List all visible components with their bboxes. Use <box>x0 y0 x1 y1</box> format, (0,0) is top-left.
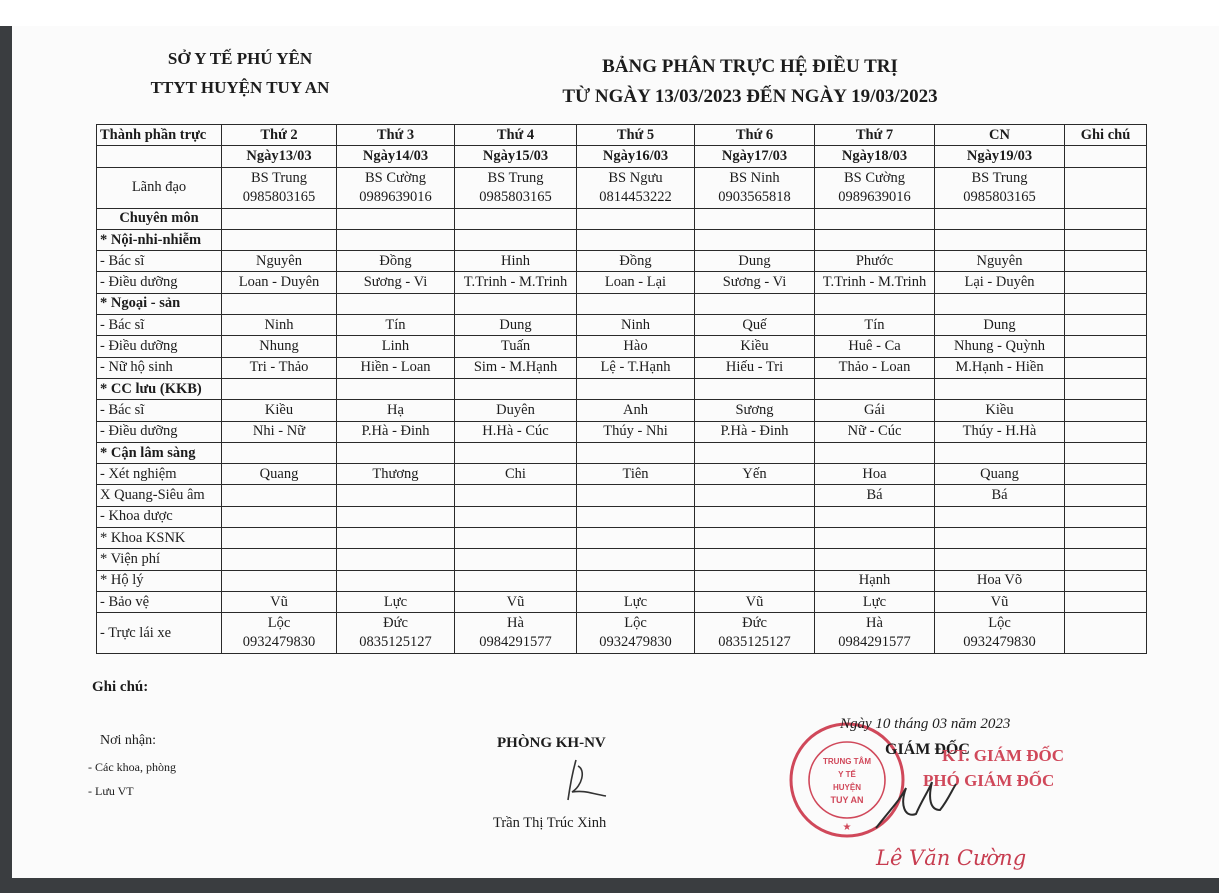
schedule-cell <box>337 208 455 229</box>
row-label: - Trực lái xe <box>97 613 222 654</box>
schedule-cell: Bá <box>815 485 935 506</box>
schedule-cell: Loan - Duyên <box>222 272 337 293</box>
schedule-cell: Vũ <box>935 591 1065 612</box>
schedule-cell <box>337 506 455 527</box>
driver-cell <box>695 613 815 654</box>
schedule-cell: Chi <box>455 464 577 485</box>
header-row-dates <box>97 146 1147 167</box>
driver-cell <box>337 613 455 654</box>
leader-phone: 0989639016 <box>359 188 432 205</box>
schedule-cell <box>935 208 1065 229</box>
driver-cell <box>222 613 337 654</box>
schedule-cell <box>222 528 337 549</box>
schedule-cell: H.Hà - Cúc <box>455 421 577 442</box>
row-label: Lãnh đạo <box>97 167 222 208</box>
schedule-cell: Tri - Thảo <box>222 357 337 378</box>
schedule-cell <box>337 528 455 549</box>
schedule-cell: Ninh <box>222 315 337 336</box>
note-cell <box>1065 591 1147 612</box>
schedule-cell <box>577 549 695 570</box>
row-label: - Điều dưỡng <box>97 272 222 293</box>
schedule-cell: Lực <box>815 591 935 612</box>
note-cell <box>1065 167 1147 208</box>
note-cell <box>1065 293 1147 314</box>
day-date-header: Ngày14/03 <box>337 146 455 167</box>
khnv-department-title: PHÒNG KH-NV <box>497 735 606 751</box>
leader-cell <box>815 167 935 208</box>
agency-line-2: TTYT HUYỆN TUY AN <box>150 78 330 97</box>
schedule-cell: Thương <box>337 464 455 485</box>
table-row <box>97 506 1147 527</box>
driver-phone: 0932479830 <box>599 634 672 651</box>
row-label: * Hộ lý <box>97 570 222 591</box>
row-label: * Ngoại - sản <box>97 293 222 314</box>
signing-date: Ngày 10 tháng 03 năm 2023 <box>840 716 1011 732</box>
schedule-cell <box>222 549 337 570</box>
schedule-cell: Quế <box>695 315 815 336</box>
schedule-cell: Lực <box>337 591 455 612</box>
schedule-cell <box>455 378 577 399</box>
schedule-cell <box>815 528 935 549</box>
day-date-header: Ngày13/03 <box>222 146 337 167</box>
note-cell <box>1065 570 1147 591</box>
schedule-cell <box>455 506 577 527</box>
schedule-cell: Kiều <box>222 400 337 421</box>
leader-cell <box>222 167 337 208</box>
table-row <box>97 485 1147 506</box>
agency-line-1: SỞ Y TẾ PHÚ YÊN <box>167 49 313 68</box>
row-label: - Khoa dược <box>97 506 222 527</box>
day-name-header: Thứ 3 <box>337 125 455 146</box>
driver-name: Lộc <box>988 615 1011 632</box>
top-margin <box>0 0 1219 26</box>
driver-name: Hà <box>507 615 524 632</box>
day-date-header: Ngày19/03 <box>935 146 1065 167</box>
schedule-cell: Gái <box>815 400 935 421</box>
schedule-cell: Phước <box>815 251 935 272</box>
schedule-cell <box>577 208 695 229</box>
schedule-cell <box>695 208 815 229</box>
schedule-cell <box>455 208 577 229</box>
schedule-cell <box>222 506 337 527</box>
note-cell <box>1065 251 1147 272</box>
schedule-cell: Dung <box>455 315 577 336</box>
schedule-cell <box>577 293 695 314</box>
director-signature <box>870 770 960 845</box>
schedule-cell <box>337 378 455 399</box>
schedule-cell: Nhung - Quỳnh <box>935 336 1065 357</box>
schedule-cell <box>695 378 815 399</box>
schedule-cell <box>222 293 337 314</box>
schedule-cell: M.Hạnh - Hiền <box>935 357 1065 378</box>
bottom-dark-border <box>0 878 1219 893</box>
duty-schedule-table <box>96 124 1147 654</box>
leader-name: BS Trung <box>487 169 544 186</box>
schedule-cell <box>935 506 1065 527</box>
schedule-cell: Kiều <box>695 336 815 357</box>
driver-phone: 0932479830 <box>242 634 316 651</box>
driver-phone: 0835125127 <box>718 634 791 651</box>
leader-name: BS Ninh <box>729 169 780 186</box>
schedule-cell: T.Trinh - M.Trinh <box>815 272 935 293</box>
blank-label-cell <box>97 146 222 167</box>
schedule-cell <box>935 378 1065 399</box>
recipients-title: Nơi nhận: <box>100 733 157 748</box>
day-name-header: Thứ 6 <box>695 125 815 146</box>
schedule-cell: Quang <box>935 464 1065 485</box>
row-label: * Viện phí <box>97 549 222 570</box>
note-cell <box>1065 378 1147 399</box>
schedule-cell <box>455 570 577 591</box>
schedule-cell: Tín <box>337 315 455 336</box>
table-row <box>97 378 1147 399</box>
driver-name: Lộc <box>624 615 647 632</box>
schedule-cell <box>455 229 577 250</box>
schedule-cell <box>577 229 695 250</box>
schedule-cell: Hiền - Loan <box>337 357 455 378</box>
leader-phone: 0814453222 <box>599 188 672 205</box>
driver-phone: 0835125127 <box>359 634 432 651</box>
table-row <box>97 442 1147 463</box>
schedule-cell: Huê - Ca <box>815 336 935 357</box>
schedule-cell: Dung <box>935 315 1065 336</box>
note-cell <box>1065 506 1147 527</box>
driver-phone: 0984291577 <box>479 634 552 651</box>
schedule-cell <box>935 229 1065 250</box>
row-label: - Điều dưỡng <box>97 336 222 357</box>
leader-phone: 0989639016 <box>838 188 911 205</box>
day-date-header: Ngày15/03 <box>455 146 577 167</box>
table-row <box>97 421 1147 442</box>
note-cell <box>1065 272 1147 293</box>
director-name: Lê Văn Cường <box>876 846 1027 870</box>
schedule-cell: Linh <box>337 336 455 357</box>
schedule-cell: Ninh <box>577 315 695 336</box>
stamp-line: TUY AN <box>830 795 864 805</box>
schedule-cell: Hào <box>577 336 695 357</box>
table-row <box>97 613 1147 654</box>
row-label: X Quang-Siêu âm <box>97 485 222 506</box>
header-row-days <box>97 125 1147 146</box>
row-label: - Bác sĩ <box>97 251 222 272</box>
document-title <box>470 52 1030 112</box>
day-date-header: Ngày18/03 <box>815 146 935 167</box>
schedule-cell: Bá <box>935 485 1065 506</box>
table-row <box>97 229 1147 250</box>
schedule-cell <box>337 442 455 463</box>
schedule-cell <box>455 485 577 506</box>
schedule-cell <box>695 549 815 570</box>
schedule-cell <box>935 442 1065 463</box>
schedule-cell: Thúy - Nhi <box>577 421 695 442</box>
note-cell <box>1065 442 1147 463</box>
schedule-cell: Lực <box>577 591 695 612</box>
note-cell <box>1065 400 1147 421</box>
kt-director-line: KT. GIÁM ĐỐC <box>942 746 1064 765</box>
title-line-2: TỪ NGÀY 13/03/2023 ĐẾN NGÀY 19/03/2023 <box>562 86 938 107</box>
table-row <box>97 357 1147 378</box>
schedule-cell <box>815 229 935 250</box>
schedule-cell: Sương - Vi <box>695 272 815 293</box>
schedule-cell <box>222 485 337 506</box>
schedule-cell: Hoa Võ <box>935 570 1065 591</box>
schedule-cell <box>815 378 935 399</box>
schedule-cell <box>455 528 577 549</box>
schedule-cell <box>815 506 935 527</box>
schedule-cell: Nhi - Nữ <box>222 421 337 442</box>
schedule-cell: Sim - M.Hạnh <box>455 357 577 378</box>
schedule-cell: Vũ <box>222 591 337 612</box>
schedule-cell <box>695 229 815 250</box>
schedule-cell <box>695 506 815 527</box>
schedule-cell: Hinh <box>455 251 577 272</box>
table-row <box>97 167 1147 208</box>
schedule-cell <box>455 442 577 463</box>
schedule-cell: P.Hà - Đinh <box>695 421 815 442</box>
table-row <box>97 570 1147 591</box>
schedule-cell <box>337 293 455 314</box>
schedule-cell: Đồng <box>577 251 695 272</box>
schedule-cell <box>577 485 695 506</box>
note-cell <box>1065 357 1147 378</box>
schedule-cell: Tín <box>815 315 935 336</box>
schedule-cell: Hạnh <box>815 570 935 591</box>
schedule-cell: Anh <box>577 400 695 421</box>
schedule-cell <box>695 528 815 549</box>
schedule-cell: Nguyên <box>222 251 337 272</box>
schedule-cell <box>337 485 455 506</box>
note-cell <box>1065 464 1147 485</box>
note-cell <box>1065 549 1147 570</box>
note-cell <box>1065 315 1147 336</box>
leader-name: BS Ngưu <box>608 169 663 186</box>
schedule-cell: Loan - Lại <box>577 272 695 293</box>
schedule-cell <box>337 570 455 591</box>
schedule-cell <box>577 442 695 463</box>
table-row <box>97 336 1147 357</box>
leader-phone: 0903565818 <box>718 188 791 205</box>
leader-name: BS Cường <box>364 169 427 186</box>
schedule-cell: Dung <box>695 251 815 272</box>
schedule-cell: Thảo - Loan <box>815 357 935 378</box>
schedule-cell: Sương - Vi <box>337 272 455 293</box>
schedule-cell: Tuấn <box>455 336 577 357</box>
leader-cell <box>455 167 577 208</box>
schedule-cell <box>577 528 695 549</box>
day-name-header: Thứ 4 <box>455 125 577 146</box>
schedule-cell: Vũ <box>455 591 577 612</box>
schedule-cell <box>815 293 935 314</box>
note-cell <box>1065 528 1147 549</box>
driver-name: Đức <box>383 615 408 632</box>
row-label: * CC lưu (KKB) <box>97 378 222 399</box>
table-row <box>97 208 1147 229</box>
schedule-cell <box>577 378 695 399</box>
schedule-cell <box>695 570 815 591</box>
table-row <box>97 400 1147 421</box>
schedule-cell: Duyên <box>455 400 577 421</box>
row-label: - Nữ hộ sinh <box>97 357 222 378</box>
note-cell <box>1065 208 1147 229</box>
driver-cell <box>455 613 577 654</box>
table-row <box>97 591 1147 612</box>
driver-phone: 0984291577 <box>838 634 911 651</box>
schedule-cell: Lệ - T.Hạnh <box>577 357 695 378</box>
row-label: - Điều dưỡng <box>97 421 222 442</box>
khnv-signature <box>562 756 612 811</box>
table-row <box>97 251 1147 272</box>
stamp-line: HUYỆN <box>832 783 862 792</box>
row-label: Chuyên môn <box>97 208 222 229</box>
row-label: * Khoa KSNK <box>97 528 222 549</box>
recipient-item: - Các khoa, phòng <box>88 760 176 774</box>
schedule-cell: Hiếu - Tri <box>695 357 815 378</box>
schedule-cell <box>935 528 1065 549</box>
row-label: - Bác sĩ <box>97 315 222 336</box>
leader-name: BS Trung <box>250 169 308 186</box>
leader-phone: 0985803165 <box>242 188 316 205</box>
row-label: - Bảo vệ <box>97 591 222 612</box>
driver-phone: 0932479830 <box>963 634 1036 651</box>
day-name-header: CN <box>935 125 1065 146</box>
corner-label: Thành phần trực <box>97 125 222 146</box>
note-cell <box>1065 485 1147 506</box>
leader-cell <box>695 167 815 208</box>
leader-phone: 0985803165 <box>963 188 1036 205</box>
note-cell <box>1065 146 1147 167</box>
schedule-cell <box>455 549 577 570</box>
row-label: * Cận lâm sàng <box>97 442 222 463</box>
table-row <box>97 464 1147 485</box>
row-label: * Nội-nhi-nhiễm <box>97 229 222 250</box>
schedule-cell: Nhung <box>222 336 337 357</box>
day-name-header: Thứ 7 <box>815 125 935 146</box>
schedule-cell <box>222 442 337 463</box>
stamp-line: TRUNG TÂM <box>823 757 871 766</box>
driver-name: Hà <box>866 615 883 632</box>
schedule-cell: T.Trinh - M.Trinh <box>455 272 577 293</box>
leader-cell <box>935 167 1065 208</box>
schedule-cell <box>337 549 455 570</box>
driver-cell <box>577 613 695 654</box>
schedule-cell <box>695 485 815 506</box>
schedule-cell: P.Hà - Đinh <box>337 421 455 442</box>
schedule-cell <box>337 229 455 250</box>
row-label: - Bác sĩ <box>97 400 222 421</box>
table-row <box>97 315 1147 336</box>
schedule-cell: Tiên <box>577 464 695 485</box>
day-date-header: Ngày16/03 <box>577 146 695 167</box>
deputy-director-line: PHÓ GIÁM ĐỐC <box>923 771 1055 790</box>
schedule-cell: Sương <box>695 400 815 421</box>
note-cell <box>1065 229 1147 250</box>
schedule-cell: Thúy - H.Hà <box>935 421 1065 442</box>
schedule-cell: Đồng <box>337 251 455 272</box>
schedule-cell <box>695 442 815 463</box>
schedule-cell: Lại - Duyên <box>935 272 1065 293</box>
driver-name: Đức <box>742 615 767 632</box>
leader-cell <box>337 167 455 208</box>
driver-cell <box>815 613 935 654</box>
row-label: - Xét nghiệm <box>97 464 222 485</box>
leader-phone: 0985803165 <box>479 188 552 205</box>
table-row <box>97 528 1147 549</box>
table-row <box>97 272 1147 293</box>
driver-name: Lộc <box>267 615 291 632</box>
note-cell <box>1065 613 1147 654</box>
leader-cell <box>577 167 695 208</box>
khnv-signer-name: Trần Thị Trúc Xinh <box>493 815 607 831</box>
schedule-cell: Hạ <box>337 400 455 421</box>
stamp-line: Y TẾ <box>838 770 856 779</box>
left-dark-border <box>0 26 12 893</box>
schedule-cell: Kiều <box>935 400 1065 421</box>
leader-name: BS Trung <box>971 169 1028 186</box>
note-cell <box>1065 336 1147 357</box>
svg-text:★: ★ <box>842 822 852 833</box>
driver-cell <box>935 613 1065 654</box>
table-row <box>97 293 1147 314</box>
schedule-cell <box>455 293 577 314</box>
notes-label: Ghi chú: <box>92 679 149 695</box>
day-name-header: Thứ 5 <box>577 125 695 146</box>
schedule-cell <box>935 293 1065 314</box>
schedule-cell: Nguyên <box>935 251 1065 272</box>
schedule-cell <box>935 549 1065 570</box>
leader-name: BS Cường <box>843 169 906 186</box>
director-title: GIÁM ĐỐC <box>885 741 970 758</box>
schedule-cell <box>222 378 337 399</box>
schedule-cell: Nữ - Cúc <box>815 421 935 442</box>
schedule-cell <box>577 506 695 527</box>
schedule-cell <box>222 229 337 250</box>
schedule-cell <box>577 570 695 591</box>
schedule-cell: Yến <box>695 464 815 485</box>
schedule-cell <box>815 208 935 229</box>
schedule-cell <box>222 208 337 229</box>
schedule-cell <box>815 442 935 463</box>
agency-header <box>100 44 380 102</box>
note-header: Ghi chú <box>1065 125 1147 146</box>
table-row <box>97 549 1147 570</box>
schedule-cell: Hoa <box>815 464 935 485</box>
schedule-cell: Quang <box>222 464 337 485</box>
day-date-header: Ngày17/03 <box>695 146 815 167</box>
day-name-header: Thứ 2 <box>222 125 337 146</box>
title-line-1: BẢNG PHÂN TRỰC HỆ ĐIỀU TRỊ <box>602 56 898 77</box>
schedule-cell: Vũ <box>695 591 815 612</box>
schedule-cell <box>695 293 815 314</box>
schedule-cell <box>815 549 935 570</box>
recipient-item: - Lưu VT <box>88 784 134 798</box>
schedule-cell <box>222 570 337 591</box>
note-cell <box>1065 421 1147 442</box>
